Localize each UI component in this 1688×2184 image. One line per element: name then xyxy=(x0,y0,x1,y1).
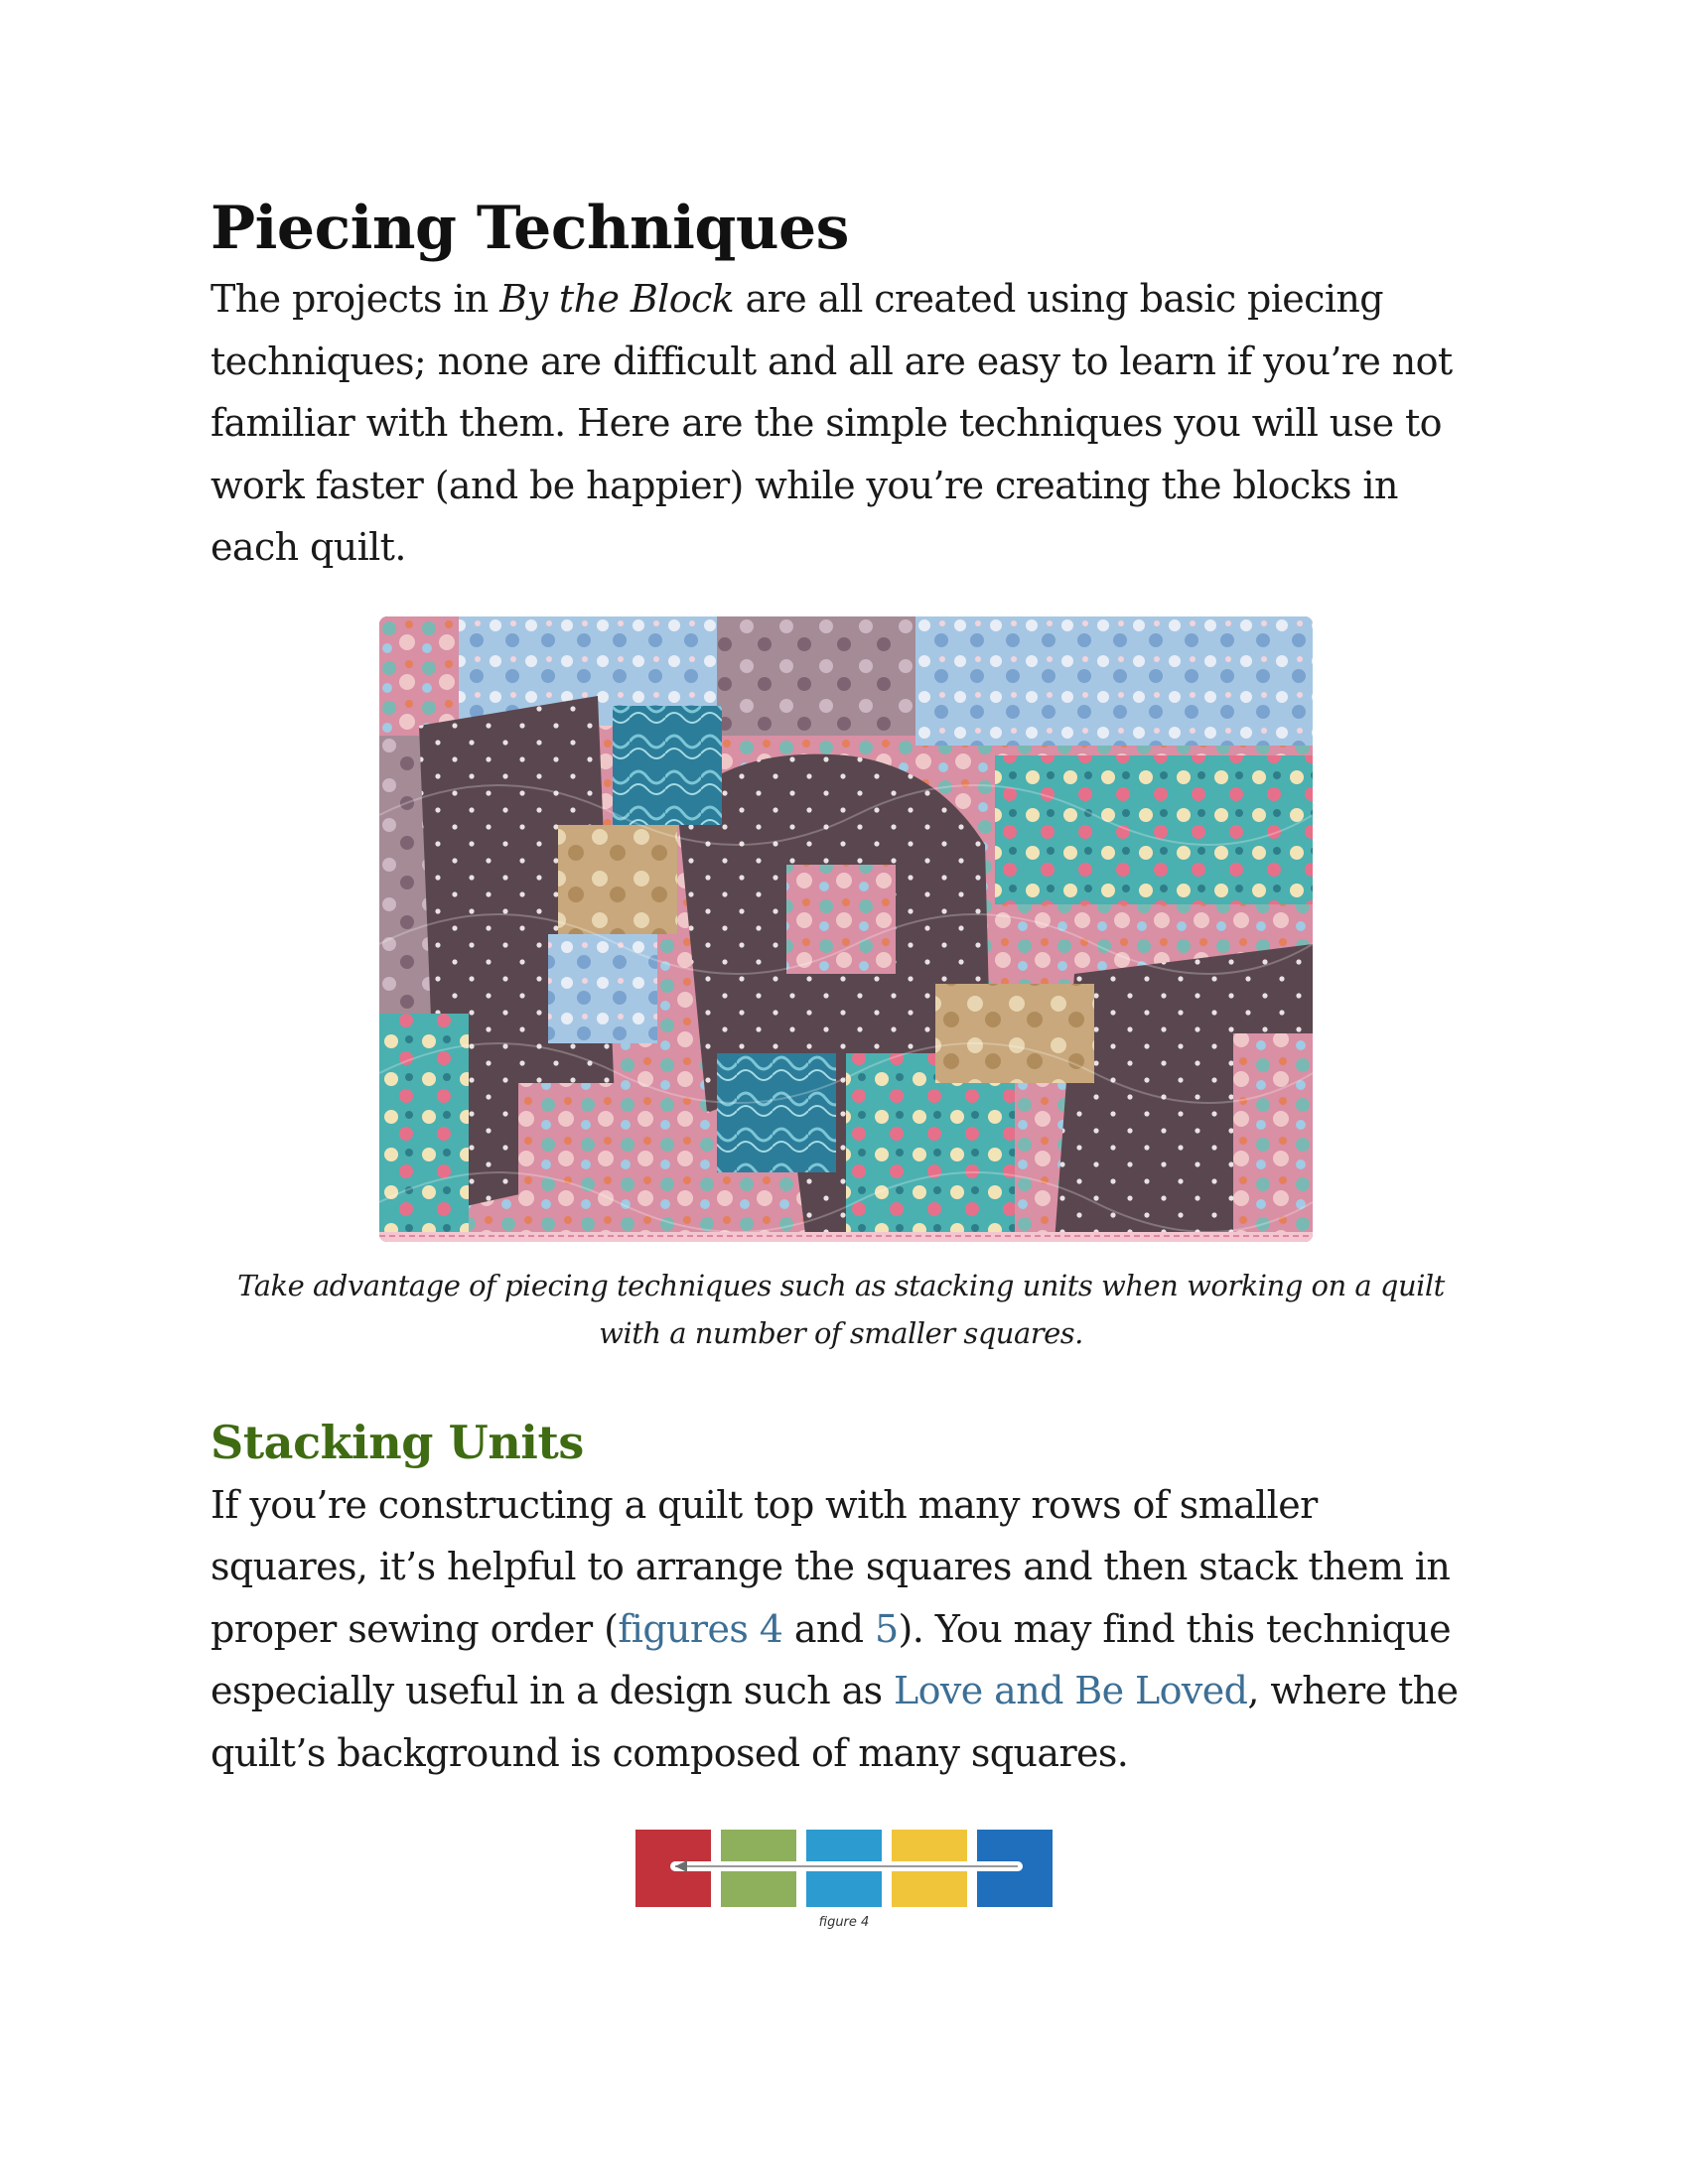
section-text-4: , where the quilt’s background is composed of many squares. xyxy=(211,1669,1459,1775)
intro-text-start: The projects in xyxy=(211,277,500,321)
figure-4-squares xyxy=(635,1830,1053,1907)
document-page xyxy=(211,189,1472,1930)
section-title: Stacking Units xyxy=(211,1415,584,1469)
section-text-1: If you’re constructing a quilt top with many rows of smaller squares, it’s helpful to arrange the squares and then stack them in proper sewing order ( xyxy=(211,1482,1451,1651)
quilt-photo xyxy=(379,616,1313,1242)
page-title: Piecing Techniques xyxy=(211,194,849,263)
intro-text-end: are all created using basic piecing techniques; none are difficult and all are easy to learn if you’re not familiar with them. Here are the simple techniques you will use to work faster (and be happier) while you’re creating the blocks in each quilt. xyxy=(211,277,1453,569)
figure-5-link[interactable]: 5 xyxy=(874,1606,899,1651)
intro-paragraph xyxy=(211,268,1472,579)
love-and-be-loved-link[interactable]: Love and Be Loved xyxy=(894,1669,1248,1712)
figures-4-link[interactable]: figures 4 xyxy=(618,1606,783,1651)
section-text-2: and xyxy=(782,1606,875,1651)
section-paragraph xyxy=(211,1474,1472,1785)
arrow-icon xyxy=(635,1830,1053,1907)
book-title: By the Block xyxy=(499,277,735,321)
section-text-3: ). You may find this technique especially useful in a design such as xyxy=(211,1606,1451,1712)
quilt-photo-image xyxy=(379,616,1313,1242)
figure-4 xyxy=(635,1830,1053,1930)
figure-4-label: figure 4 xyxy=(818,1915,870,1930)
photo-caption: Take advantage of piecing techniques such as stacking units when working on a quilt with a number of smaller squares. xyxy=(237,1268,1445,1350)
